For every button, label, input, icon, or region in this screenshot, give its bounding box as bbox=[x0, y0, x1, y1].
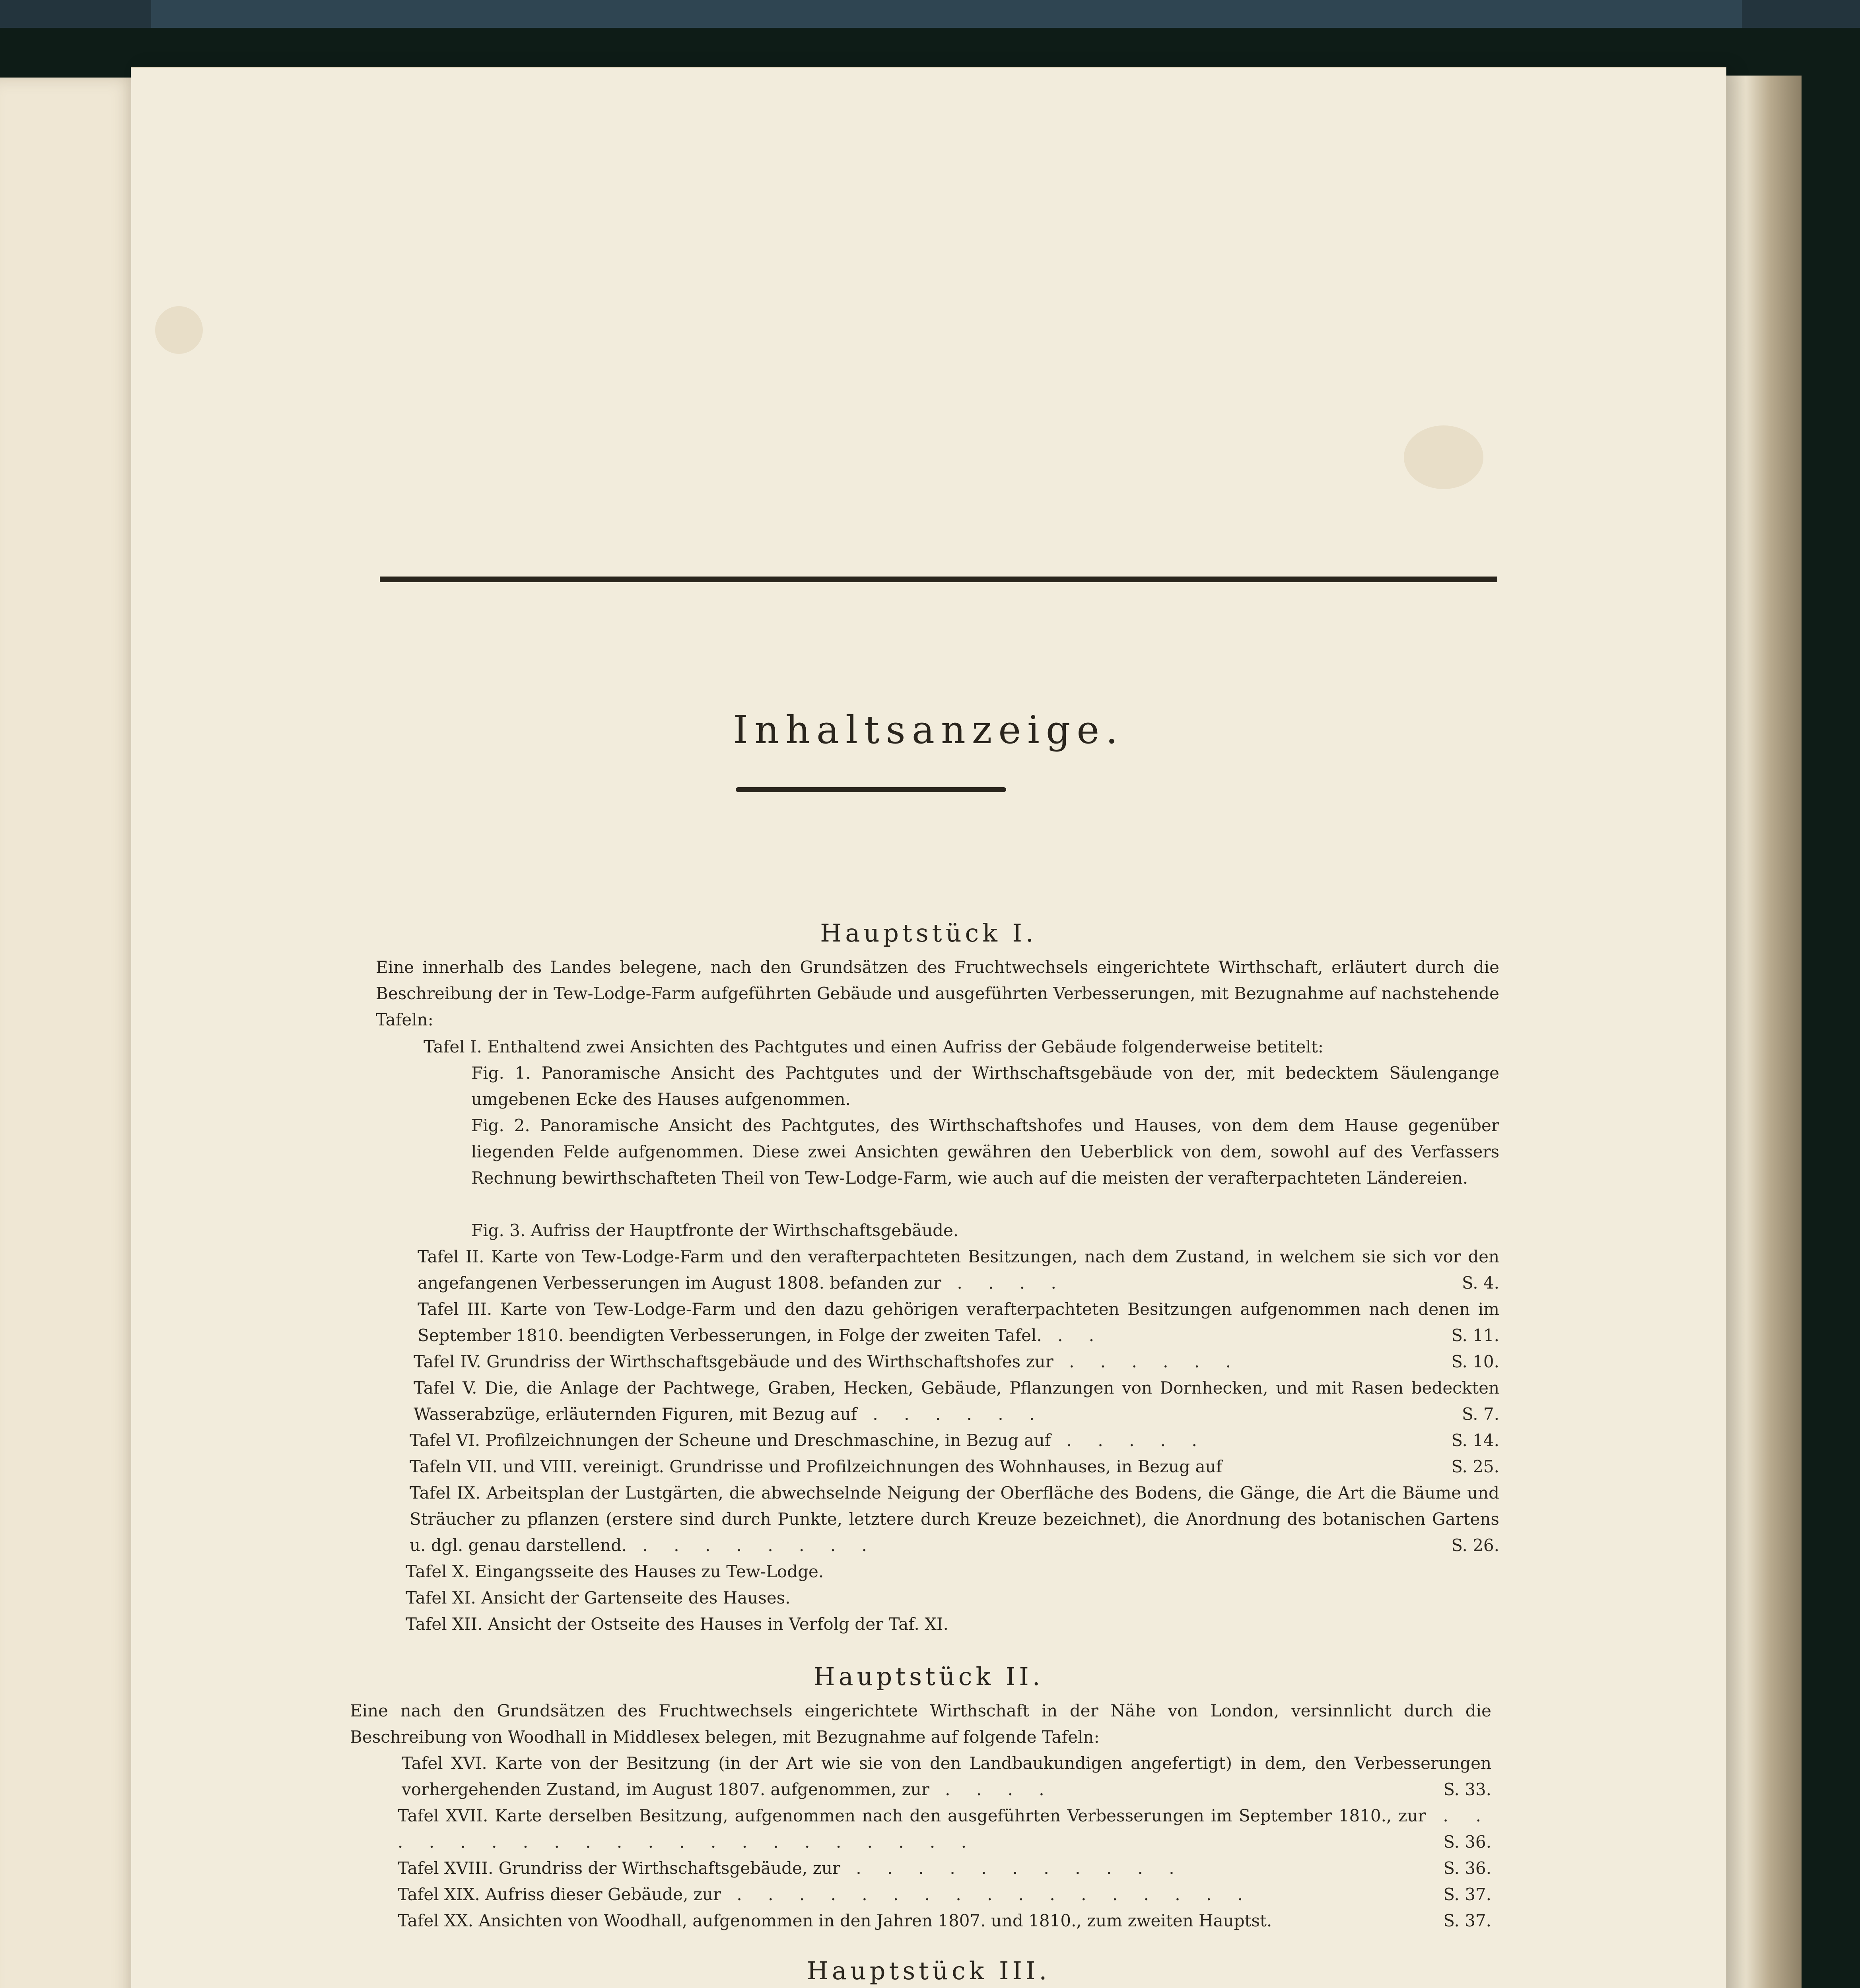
page-ref: S. 36. bbox=[1443, 1858, 1491, 1878]
toc-entry-text: Tafel IX. Arbeitsplan der Lustgärten, die abwechselnde Neigung der Oberfläche des Bodens, die Gänge, die Art die Bäume und Sträucher zu pflanzen (erstere sind durch Punkte, letztere durch Kreuze bezeichnet), die Anordnung des botanischen Gartens u. dgl. genau darstellend. . . . . . . . . S. 26. bbox=[410, 1480, 1499, 1559]
toc-entry-text: Tafeln VII. und VIII. vereinigt. Grundrisse und Profilzeichnungen des Wohnhauses, in Bezug auf S. 25. bbox=[410, 1454, 1499, 1480]
toc-entry bbox=[471, 1112, 1499, 1191]
toc-entry bbox=[414, 1349, 1499, 1375]
toc-entry bbox=[471, 1217, 1499, 1244]
page-ref: S. 7. bbox=[1462, 1404, 1499, 1424]
toc-entry bbox=[398, 1881, 1491, 1908]
document-page bbox=[131, 68, 1726, 1988]
page-ref: S. 4. bbox=[1462, 1273, 1499, 1293]
toc-entry bbox=[424, 1034, 1499, 1060]
section-intro bbox=[376, 954, 1499, 1033]
toc-entry bbox=[410, 1480, 1499, 1559]
page-title: Inhaltsanzeige. bbox=[733, 708, 1124, 752]
page-ref: S. 26. bbox=[1451, 1536, 1499, 1555]
section-intro bbox=[350, 1698, 1491, 1750]
toc-entry bbox=[406, 1559, 1499, 1585]
toc-entry bbox=[414, 1375, 1499, 1427]
toc-entry-text: Tafel XIX. Aufriss dieser Gebäude, zur . . . . . . . . . . . . . . . . . S. 37. bbox=[398, 1881, 1491, 1908]
section-heading: Hauptstück III. bbox=[807, 1956, 1051, 1985]
toc-entry-text: Tafel IV. Grundriss der Wirthschaftsgebäude und des Wirthschaftshofes zur . . . . . . S. 10. bbox=[414, 1349, 1499, 1375]
toc-entry-text: Tafel V. Die, die Anlage der Pachtwege, Graben, Hecken, Gebäude, Pflanzungen von Dornhecken, und mit Rasen bedeckten Wasserabzüge, erläuternden Figuren, mit Bezug auf . . . . . . S. 7. bbox=[414, 1375, 1499, 1427]
page-fore-edge bbox=[1722, 76, 1802, 1988]
toc-entry bbox=[402, 1750, 1491, 1803]
toc-entry bbox=[471, 1060, 1499, 1112]
toc-entry-text: Tafel III. Karte von Tew-Lodge-Farm und den dazu gehörigen verafterpachteten Besitzungen aufgenommen nach denen im September 1810. beendigten Verbesserungen, in Folge der zweiten Tafel. . . S. 11. bbox=[418, 1296, 1499, 1349]
toc-entry bbox=[398, 1803, 1491, 1855]
toc-entry-text: Tafel I. Enthaltend zwei Ansichten des Pachtgutes und einen Aufriss der Gebäude folgenderweise betitelt: bbox=[424, 1037, 1324, 1056]
toc-entry bbox=[410, 1427, 1499, 1454]
section-intro-text: Eine innerhalb des Landes belegene, nach den Grundsätzen des Fruchtwechsels eingerichtete Wirthschaft, erläutert durch die Beschreibung der in Tew-Lodge-Farm aufgeführten Gebäude und ausgeführten Verbesserungen, mit Bezugnahme auf nachstehende Tafeln: bbox=[376, 957, 1499, 1029]
toc-entry-text: Fig. 1. Panoramische Ansicht des Pachtgutes und der Wirthschaftsgebäude von der, mit bedecktem Säulengange umgebenen Ecke des Hauses aufgenommen. bbox=[471, 1063, 1499, 1109]
toc-entry bbox=[418, 1244, 1499, 1296]
toc-entry-text: Tafel II. Karte von Tew-Lodge-Farm und den verafterpachteten Besitzungen, nach dem Zustand, in welchem sie sich vor den angefangenen Verbesserungen im August 1808. befanden zur . . . . S. 4. bbox=[418, 1244, 1499, 1296]
page-ref: S. 36. bbox=[1443, 1832, 1491, 1852]
toc-entry bbox=[406, 1611, 1499, 1637]
left-page-edge bbox=[0, 78, 139, 1988]
toc-entry-text: Fig. 2. Panoramische Ansicht des Pachtgutes, des Wirthschaftshofes und Hauses, von dem dem Hause gegenüber liegenden Felde aufgenommen. Diese zwei Ansichten gewähren den Ueberblick von dem, sowohl auf des Verfassers Rechnung bewirthschafteten Theil von Tew-Lodge-Farm, wie auch auf die meisten der verafterpachteten Ländereien. bbox=[471, 1116, 1499, 1188]
section-intro-text: Eine nach den Grundsätzen des Fruchtwechsels eingerichtete Wirthschaft in der Nähe von London, versinnlicht durch die Beschreibung von Woodhall in Middlesex belegen, mit Bezugnahme auf folgende Tafeln: bbox=[350, 1701, 1491, 1747]
toc-entry-text: Tafel XX. Ansichten von Woodhall, aufgenommen in den Jahren 1807. und 1810., zum zweiten Hauptst. S. 37. bbox=[398, 1908, 1491, 1934]
toc-entry bbox=[398, 1908, 1491, 1934]
section-heading: Hauptstück I. bbox=[820, 918, 1037, 947]
toc-entry-text: Tafel XII. Ansicht der Ostseite des Hauses in Verfolg der Taf. XI. bbox=[406, 1614, 948, 1634]
page-ref: S. 37. bbox=[1443, 1911, 1491, 1930]
toc-entry-text: Tafel XI. Ansicht der Gartenseite des Hauses. bbox=[406, 1588, 791, 1607]
page-ref: S. 10. bbox=[1451, 1352, 1499, 1371]
toc-entry-text: Tafel XVII. Karte derselben Besitzung, aufgenommen nach den ausgeführten Verbesserungen im September 1810., zur . . . . . . . . . . . . . . . . . . . . . S. 36. bbox=[398, 1803, 1491, 1855]
page-content bbox=[131, 68, 1726, 1988]
toc-entry-text: Tafel X. Eingangsseite des Hauses zu Tew-Lodge. bbox=[406, 1562, 824, 1581]
section-heading: Hauptstück II. bbox=[813, 1662, 1044, 1691]
toc-entry-text: Fig. 3. Aufriss der Hauptfronte der Wirthschaftsgebäude. bbox=[471, 1221, 959, 1240]
toc-entry bbox=[406, 1585, 1499, 1611]
toc-entry-text: Tafel XVI. Karte von der Besitzung (in der Art wie sie von den Landbaukundigen angefertigt) in dem, den Verbesserungen vorhergehenden Zustand, im August 1807. aufgenommen, zur . . . . S. 33. bbox=[402, 1750, 1491, 1803]
page-ref: S. 33. bbox=[1443, 1780, 1491, 1799]
page-ref: S. 14. bbox=[1451, 1431, 1499, 1450]
toc-entry bbox=[418, 1296, 1499, 1349]
toc-entry-text: Tafel VI. Profilzeichnungen der Scheune und Dreschmaschine, in Bezug auf . . . . . S. 14. bbox=[410, 1427, 1499, 1454]
toc-entry bbox=[410, 1454, 1499, 1480]
page-ref: S. 11. bbox=[1451, 1326, 1499, 1345]
background-strip bbox=[151, 0, 1742, 28]
header-rule bbox=[380, 577, 1497, 582]
page-ref: S. 37. bbox=[1443, 1885, 1491, 1904]
toc-entry bbox=[398, 1855, 1491, 1881]
page-ref: S. 25. bbox=[1451, 1457, 1499, 1476]
title-ornament-rule bbox=[736, 787, 1006, 792]
toc-entry-text: Tafel XVIII. Grundriss der Wirthschaftsgebäude, zur . . . . . . . . . . . S. 36. bbox=[398, 1855, 1491, 1881]
